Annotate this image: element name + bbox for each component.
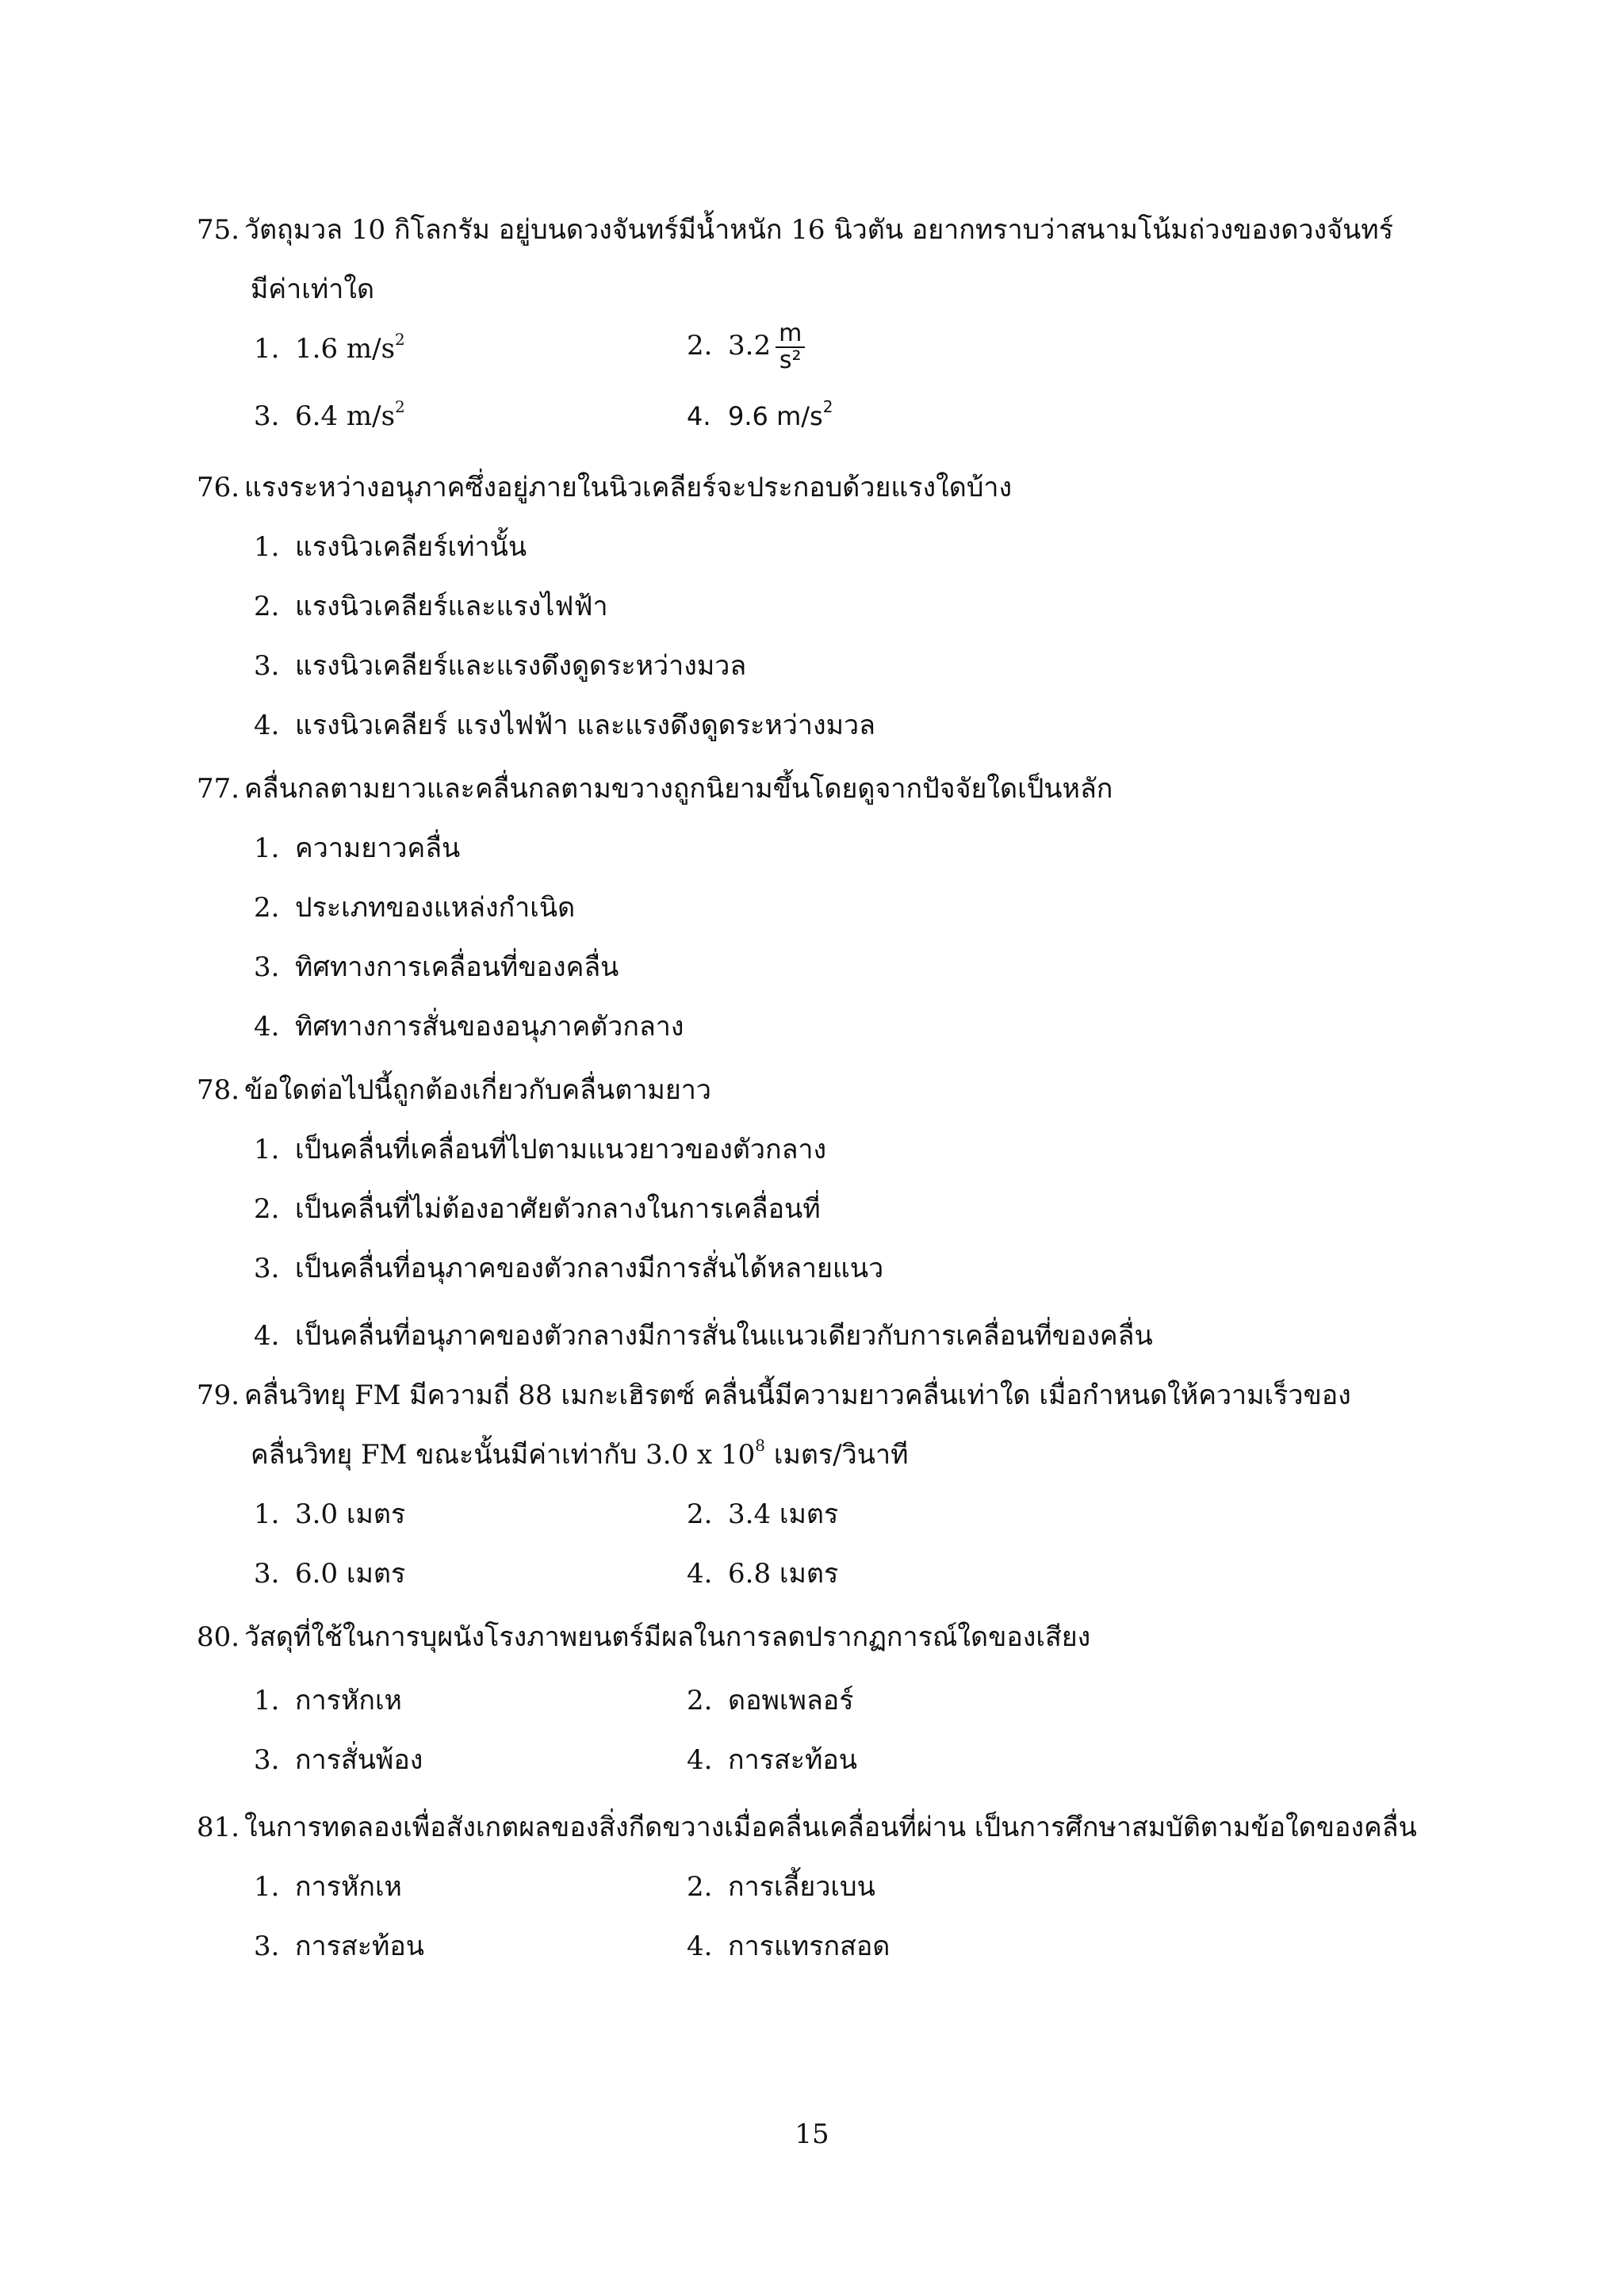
question-75	[197, 210, 1465, 250]
option-80-3: 3. การสั่นพ้อง	[254, 1744, 423, 1776]
question-78	[197, 1070, 1465, 1110]
question-text: วัสดุที่ใช้ในการบุผนังโรงภาพยนตร์มีผลในการลดปรากฏการณ์ใดของเสียง	[244, 1621, 1091, 1653]
question-number: 76.	[197, 472, 240, 503]
option-77-1: 1. ความยาวคลื่น	[254, 832, 461, 864]
option-value: 1.6 m/s	[295, 333, 396, 365]
option-76-2: 2. แรงนิวเคลียร์และแรงไฟฟ้า	[254, 591, 608, 622]
option-76-1: 1. แรงนิวเคลียร์เท่านั้น	[254, 531, 527, 563]
question-text: แรงระหว่างอนุภาคซึ่งอยู่ภายในนิวเคลียร์จะประกอบด้วยแรงใดบ้าง	[244, 472, 1013, 503]
question-79-continuation: คลื่นวิทยุ FM ขณะนั้นมีค่าเท่ากับ 3.0 x $10^8$ เมตร/วินาที	[251, 1435, 909, 1471]
option-78-4: 4. เป็นคลื่นที่อนุภาคของตัวกลางมีการสั่นในแนวเดียวกับการเคลื่อนที่ของคลื่น	[254, 1320, 1153, 1352]
option-79-3: 3. 6.0 เมตร	[254, 1558, 406, 1590]
option-80-1: 1. การหักเห	[254, 1685, 402, 1716]
option-76-4: 4. แรงนิวเคลียร์ แรงไฟฟ้า และแรงดึงดูดระหว่างมวล	[254, 710, 875, 741]
option-77-4: 4. ทิศทางการสั่นของอนุภาคตัวกลาง	[254, 1011, 684, 1043]
option-78-1: 1. เป็นคลื่นที่เคลื่อนที่ไปตามแนวยาวของตัวกลาง	[254, 1134, 827, 1165]
option-75-4: 4. 9.6 $m/s^2$	[687, 397, 833, 431]
option-79-4: 4. 6.8 เมตร	[687, 1558, 839, 1590]
question-number: 79.	[197, 1380, 240, 1411]
option-value: 6.4 m/s	[295, 400, 396, 432]
question-81	[197, 1808, 1465, 1847]
question-text: ในการทดลองเพื่อสังเกตผลของสิ่งกีดขวางเมื่อคลื่นเคลื่อนที่ผ่าน เป็นการศึกษาสมบัติตามข้อใดของคลื่น	[244, 1812, 1417, 1843]
unit-fraction: $\frac{m}{\text{s²}}$	[776, 321, 805, 373]
option-78-2: 2. เป็นคลื่นที่ไม่ต้องอาศัยตัวกลางในการเคลื่อนที่	[254, 1193, 821, 1225]
option-79-2: 2. 3.4 เมตร	[687, 1498, 839, 1530]
option-75-1: 1. 1.6 $m/s^2$	[254, 329, 405, 365]
question-80	[197, 1617, 1465, 1657]
question-79	[197, 1376, 1465, 1415]
question-text: คลื่นกลตามยาวและคลื่นกลตามขวางถูกนิยามขึ้นโดยดูจากปัจจัยใดเป็นหลัก	[244, 773, 1113, 805]
option-77-2: 2. ประเภทของแหล่งกำเนิด	[254, 892, 576, 924]
question-76	[197, 468, 1465, 507]
option-75-3: 3. 6.4 $m/s^2$	[254, 396, 405, 432]
question-number: 81.	[197, 1812, 240, 1843]
option-76-3: 3. แรงนิวเคลียร์และแรงดึงดูดระหว่างมวล	[254, 650, 747, 682]
question-75-continuation: มีค่าเท่าใด	[251, 274, 375, 305]
question-number: 75.	[197, 214, 240, 246]
question-number: 80.	[197, 1621, 240, 1653]
option-79-1: 1. 3.0 เมตร	[254, 1498, 406, 1530]
question-number: 78.	[197, 1074, 240, 1106]
option-value: 3.2	[728, 330, 772, 362]
option-80-2: 2. ดอพเพลอร์	[687, 1685, 854, 1716]
option-81-3: 3. การสะท้อน	[254, 1931, 425, 1962]
option-81-1: 1. การหักเห	[254, 1871, 402, 1903]
question-text: วัตถุมวล 10 กิโลกรัม อยู่บนดวงจันทร์มีน้ำหนัก 16 นิวตัน อยากทราบว่าสนามโน้มถ่วงของดวงจันทร์	[244, 214, 1393, 246]
option-75-2: 2. 3.2 $\frac{m}{\text{s²}}$	[687, 321, 805, 373]
option-81-2: 2. การเลี้ยวเบน	[687, 1871, 875, 1903]
option-81-4: 4. การแทรกสอด	[687, 1931, 891, 1962]
option-78-3: 3. เป็นคลื่นที่อนุภาคของตัวกลางมีการสั่นได้หลายแนว	[254, 1253, 884, 1284]
question-number: 77.	[197, 773, 240, 805]
question-text: คลื่นวิทยุ FM มีความถี่ 88 เมกะเฮิรตซ์ คลื่นนี้มีความยาวคลื่นเท่าใด เมื่อกำหนดให้ความเร็วของ	[244, 1380, 1351, 1411]
question-text: ข้อใดต่อไปนี้ถูกต้องเกี่ยวกับคลื่นตามยาว	[244, 1074, 711, 1106]
option-80-4: 4. การสะท้อน	[687, 1744, 858, 1776]
option-value: 9.6 m/s	[728, 401, 823, 431]
page-number: 15	[795, 2118, 829, 2150]
question-77	[197, 769, 1465, 809]
option-77-3: 3. ทิศทางการเคลื่อนที่ของคลื่น	[254, 951, 619, 983]
